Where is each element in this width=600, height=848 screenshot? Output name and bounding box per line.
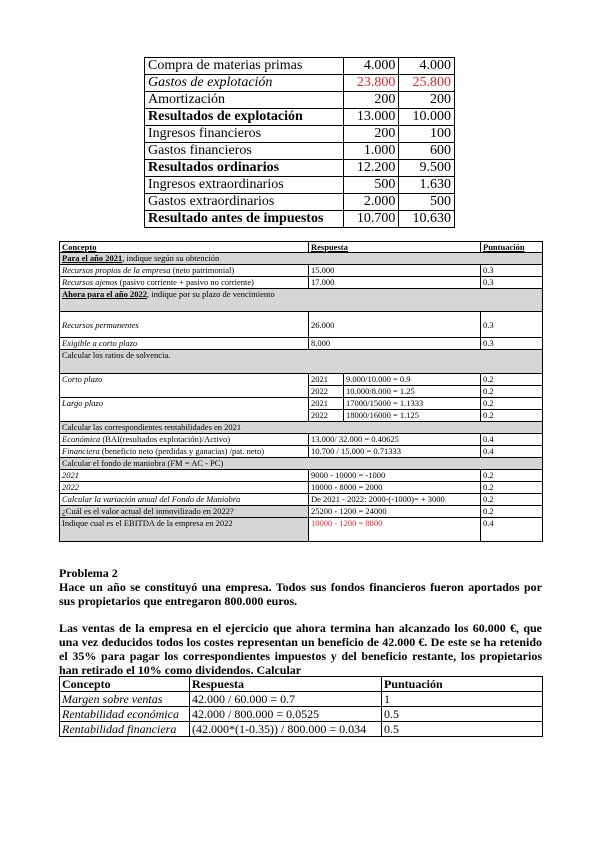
section-label: Para el año 2021, indique según su obtención bbox=[60, 253, 543, 265]
score-cell: 0.3 bbox=[481, 277, 543, 289]
value-2022: 10.000 bbox=[399, 109, 455, 126]
answer-cell: 18000/16000 = 1.125 bbox=[344, 410, 481, 422]
score-cell: 0.2 bbox=[481, 410, 543, 422]
table-row bbox=[60, 506, 543, 518]
table-row bbox=[145, 92, 455, 109]
income-statement-table bbox=[144, 57, 455, 228]
table-row bbox=[60, 434, 543, 446]
table-row bbox=[60, 312, 543, 338]
score-cell: 0.5 bbox=[382, 707, 543, 722]
answer-cell: 9000 - 10000 = -1000 bbox=[309, 470, 481, 482]
table-row bbox=[145, 177, 455, 194]
value-2022: 500 bbox=[399, 194, 455, 211]
table-row bbox=[60, 482, 543, 494]
section-row bbox=[60, 422, 543, 434]
table-row bbox=[60, 277, 543, 289]
value-2022: 10.630 bbox=[399, 211, 455, 228]
row-label: Ingresos extraordinarios bbox=[145, 177, 344, 194]
table-row bbox=[145, 143, 455, 160]
concept-cell: Recursos ajenos (pasivo corriente + pasivo no corriente) bbox=[60, 277, 309, 289]
concept-cell: Calcular la variación anual del Fondo de Maniobra bbox=[60, 494, 309, 506]
value-2021: 1.000 bbox=[343, 143, 399, 160]
row-label: Gastos extraordinarios bbox=[145, 194, 344, 211]
value-2022: 600 bbox=[399, 143, 455, 160]
answer-cell: 17000/15000 = 1.1333 bbox=[344, 398, 481, 410]
concept-cell: 2022 bbox=[60, 482, 309, 494]
score-cell: 0.2 bbox=[481, 386, 543, 398]
answer-cell: 10.000/8.000 = 1.25 bbox=[344, 386, 481, 398]
answer-cell: 10000 - 8000 = 2000 bbox=[309, 482, 481, 494]
concept-cell: Recursos propios de la empresa (neto patrimonial) bbox=[60, 265, 309, 277]
row-label: Resultados de explotación bbox=[145, 109, 344, 126]
answer-cell: 9.000/10.000 = 0.9 bbox=[344, 374, 481, 386]
header-respuesta: Respuesta bbox=[309, 242, 481, 253]
table-row bbox=[145, 194, 455, 211]
answer-cell: 13.000/ 32.000 = 0.40625 bbox=[309, 434, 481, 446]
score-cell: 0.2 bbox=[481, 470, 543, 482]
table-row bbox=[60, 470, 543, 482]
row-label: Resultado antes de impuestos bbox=[145, 211, 344, 228]
year-cell: 2022 bbox=[309, 410, 344, 422]
value-2021: 10.700 bbox=[343, 211, 399, 228]
table-row bbox=[145, 211, 455, 228]
value-2021: 2.000 bbox=[343, 194, 399, 211]
section-row bbox=[60, 253, 543, 265]
year-cell: 2021 bbox=[309, 374, 344, 386]
table-row bbox=[60, 398, 543, 410]
table-row bbox=[60, 722, 543, 737]
answer-cell: 25200 - 1200 = 24000 bbox=[309, 506, 481, 518]
score-cell: 0.4 bbox=[481, 518, 543, 542]
score-cell: 0.2 bbox=[481, 494, 543, 506]
concept-cell: Recursos permanentes bbox=[60, 312, 309, 338]
section-label: Calcular el fondo de maniobra (FM = AC - PC) bbox=[60, 458, 543, 470]
header-puntuacion: Puntuación bbox=[481, 242, 543, 253]
concept-cell: Indique cual es el EBITDA de la empresa en 2022 bbox=[60, 518, 309, 542]
table-row bbox=[60, 494, 543, 506]
value-2021: 200 bbox=[343, 92, 399, 109]
answer-cell: 10.700 / 15.000 = 0.71333 bbox=[309, 446, 481, 458]
year-cell: 2021 bbox=[309, 398, 344, 410]
section-row bbox=[60, 289, 543, 312]
concept-cell: Económica (BAI(resultados explotación)/Activo) bbox=[60, 434, 309, 446]
problem-paragraph: Hace un año se constituyó una empresa. Todos sus fondos financieros fueron aportados por sus propietarios que entregaron 800.000 euros. bbox=[59, 580, 542, 608]
concept-cell: 2021 bbox=[60, 470, 309, 482]
value-2021: 4.000 bbox=[343, 58, 399, 75]
score-cell: 0.2 bbox=[481, 398, 543, 410]
value-2021: 12.200 bbox=[343, 160, 399, 177]
problem-paragraph: Las ventas de la empresa en el ejercicio que ahora termina han alcanzado los 60.000 €, que una vez deducidos todos los costes representan un beneficio de 42.000 €. De este se ha retenido el 35% para pagar los correspondientes impuestos y del beneficio restante, los propietarios han retirado el 10% como dividendos. Calcular bbox=[59, 621, 542, 677]
score-cell: 0.4 bbox=[481, 446, 543, 458]
ratios-table bbox=[59, 676, 543, 737]
section-label: Calcular los ratios de solvencia. bbox=[60, 350, 543, 374]
table-row bbox=[60, 707, 543, 722]
concept-cell: ¿Cuál es el valor actual del inmovilizado en 2022? bbox=[60, 506, 309, 518]
row-label: Gastos financieros bbox=[145, 143, 344, 160]
score-cell: 0.3 bbox=[481, 312, 543, 338]
concept-cell: Exigible a corto plazo bbox=[60, 338, 309, 350]
table-header-row bbox=[60, 242, 543, 253]
score-cell: 0.3 bbox=[481, 265, 543, 277]
table-row bbox=[145, 126, 455, 143]
value-2021: 500 bbox=[343, 177, 399, 194]
section-label: Calcular las correspondientes rentabilidades en 2021 bbox=[60, 422, 543, 434]
concept-cell: Financiera (beneficio neto (perdidas y ganacias) /pat. neto) bbox=[60, 446, 309, 458]
table-row bbox=[145, 58, 455, 75]
answer-cell: (42.000*(1-0.35)) / 800.000 = 0.034 bbox=[190, 722, 382, 737]
answer-cell: 17.000 bbox=[309, 277, 481, 289]
answer-cell: 42.000 / 60.000 = 0.7 bbox=[190, 692, 382, 707]
answer-cell: 8.000 bbox=[309, 338, 481, 350]
answer-cell: 42.000 / 800.000 = 0.0525 bbox=[190, 707, 382, 722]
value-2021: 13.000 bbox=[343, 109, 399, 126]
section-row bbox=[60, 350, 543, 374]
table-row bbox=[145, 160, 455, 177]
answer-cell: 15.000 bbox=[309, 265, 481, 277]
value-2022: 25.800 bbox=[399, 75, 455, 92]
row-label: Gastos de explotación bbox=[145, 75, 344, 92]
value-2022: 200 bbox=[399, 92, 455, 109]
value-2022: 9.500 bbox=[399, 160, 455, 177]
score-cell: 0.2 bbox=[481, 482, 543, 494]
table-row bbox=[145, 109, 455, 126]
score-cell: 0.4 bbox=[481, 434, 543, 446]
table-header-row bbox=[60, 677, 543, 692]
header-puntuacion: Puntuación bbox=[382, 677, 543, 692]
answer-cell: 10000 - 1200 = 8800 bbox=[309, 518, 481, 542]
header-concepto: Concepto bbox=[60, 242, 309, 253]
table-row bbox=[60, 446, 543, 458]
answer-cell: De 2021 - 2022: 2000-(-1000)= + 3000 bbox=[309, 494, 481, 506]
table-row bbox=[60, 518, 543, 542]
concept-cell: Corto plazo bbox=[60, 374, 309, 398]
value-2022: 100 bbox=[399, 126, 455, 143]
score-cell: 0.3 bbox=[481, 338, 543, 350]
table-row bbox=[60, 374, 543, 386]
header-respuesta: Respuesta bbox=[190, 677, 382, 692]
value-2021: 200 bbox=[343, 126, 399, 143]
table-row bbox=[145, 75, 455, 92]
value-2021: 23.800 bbox=[343, 75, 399, 92]
concept-cell: Largo plazo bbox=[60, 398, 309, 422]
answer-cell: 26.000 bbox=[309, 312, 481, 338]
score-cell: 0.2 bbox=[481, 374, 543, 386]
table-row bbox=[60, 265, 543, 277]
row-label: Resultados ordinarios bbox=[145, 160, 344, 177]
score-cell: 1 bbox=[382, 692, 543, 707]
problem-title: Problema 2 bbox=[59, 566, 118, 580]
score-cell: 0.2 bbox=[481, 506, 543, 518]
year-cell: 2022 bbox=[309, 386, 344, 398]
header-concepto: Concepto bbox=[60, 677, 190, 692]
value-2022: 4.000 bbox=[399, 58, 455, 75]
concept-cell: Rentabilidad económica bbox=[60, 707, 190, 722]
answers-table bbox=[59, 241, 543, 542]
section-label: Ahora para el año 2022, indique por su plazo de vencimiento bbox=[60, 289, 543, 312]
row-label: Amortización bbox=[145, 92, 344, 109]
concept-cell: Margen sobre ventas bbox=[60, 692, 190, 707]
row-label: Ingresos financieros bbox=[145, 126, 344, 143]
section-row bbox=[60, 458, 543, 470]
value-2022: 1.630 bbox=[399, 177, 455, 194]
score-cell: 0.5 bbox=[382, 722, 543, 737]
table-row bbox=[60, 692, 543, 707]
table-row bbox=[60, 338, 543, 350]
row-label: Compra de materias primas bbox=[145, 58, 344, 75]
concept-cell: Rentabilidad financiera bbox=[60, 722, 190, 737]
